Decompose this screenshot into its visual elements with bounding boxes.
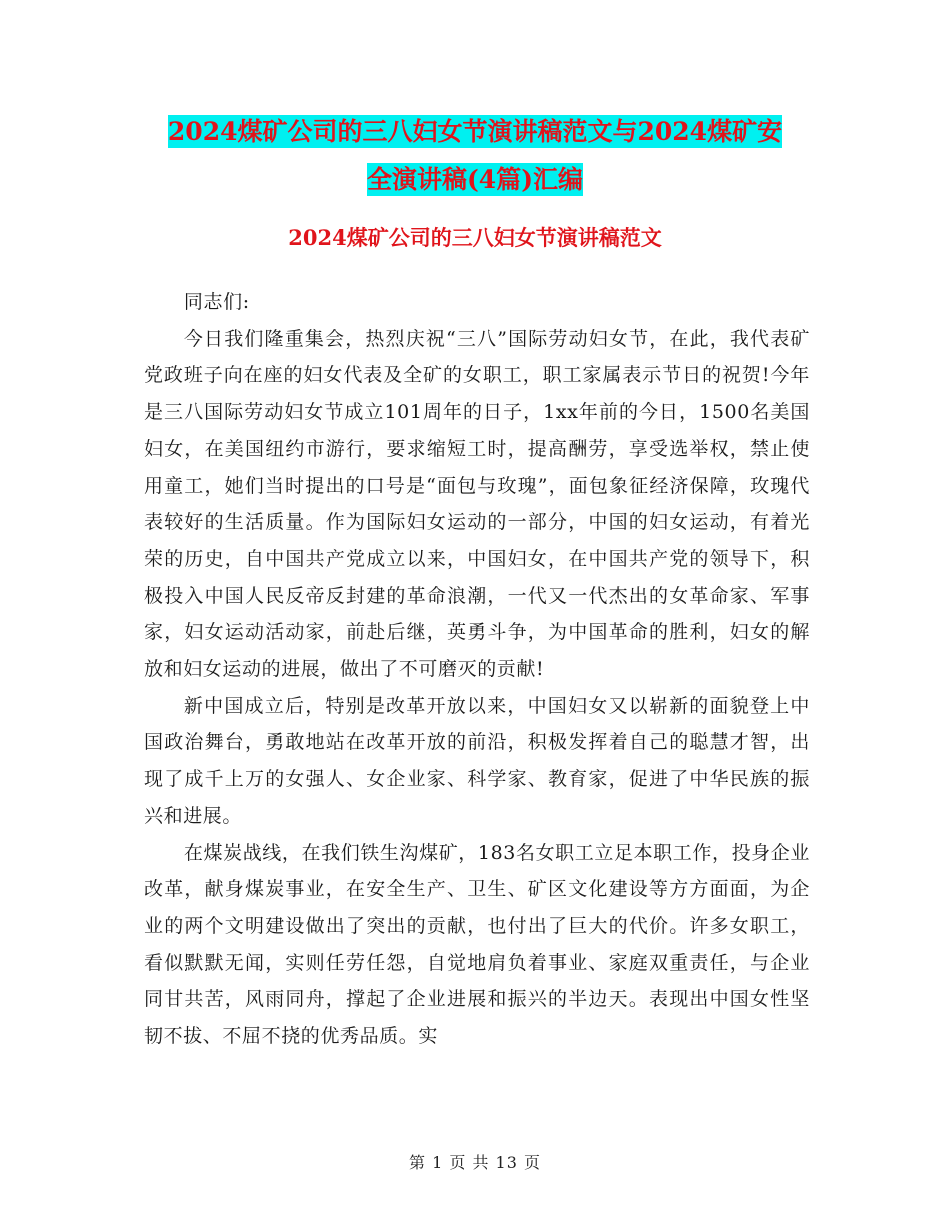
document-body [144, 284, 810, 1055]
paragraph-1: 今日我们隆重集会，热烈庆祝“三八”国际劳动妇女节，在此，我代表矿党政班子向在座的妇女代表及全矿的女职工，职工家属表示节日的祝贺!今年是三八国际劳动妇女节成立101周年的日子，1xx年前的今日，1500名美国妇女，在美国纽约市游行，要求缩短工时，提高酬劳，享受选举权，禁止使用童工，她们当时提出的口号是“面包与玫瑰”，面包象征经济保障，玫瑰代表较好的生活质量。作为国际妇女运动的一部分，中国的妇女运动，有着光荣的历史，自中国共产党成立以来，中国妇女，在中国共产党的领导下，积极投入中国人民反帝反封建的革命浪潮，一代又一代杰出的女革命家、军事家，妇女运动活动家，前赴后继，英勇斗争，为中国革命的胜利，妇女的解放和妇女运动的进展，做出了不可磨灭的贡献! [144, 327, 810, 681]
page-footer [0, 1150, 950, 1173]
document-title-line-2: 全演讲稿(4篇)汇编 [366, 165, 584, 194]
salutation: 同志们: [183, 291, 250, 313]
paragraph-3: 在煤炭战线，在我们铁生沟煤矿，183名女职工立足本职工作，投身企业改革，献身煤炭事业，在安全生产、卫生、矿区文化建设等方方面面，为企业的两个文明建设做出了突出的贡献，也付出了巨大的代价。许多女职工，看似默默无闻，实则任劳任怨，自觉地肩负着事业、家庭双重责任，与企业同甘共苦，风雨同舟，撑起了企业进展和振兴的半边天。表现出中国女性坚韧不拔、不屈不挠的优秀品质。实 [144, 841, 810, 1048]
document-title-line-1: 2024煤矿公司的三八妇女节演讲稿范文与2024煤矿安 [167, 117, 783, 146]
paragraph-2: 新中国成立后，特别是改革开放以来，中国妇女又以崭新的面貌登上中国政治舞台，勇敢地站在改革开放的前沿，积极发挥着自己的聪慧才智，出现了成千上万的女强人、女企业家、科学家、教育家，促进了中华民族的振兴和进展。 [144, 694, 810, 827]
page-number: 第 1 页 共 13 页 [409, 1153, 541, 1172]
document-title [140, 108, 810, 204]
section-title: 2024煤矿公司的三八妇女节演讲稿范文 [288, 225, 662, 250]
